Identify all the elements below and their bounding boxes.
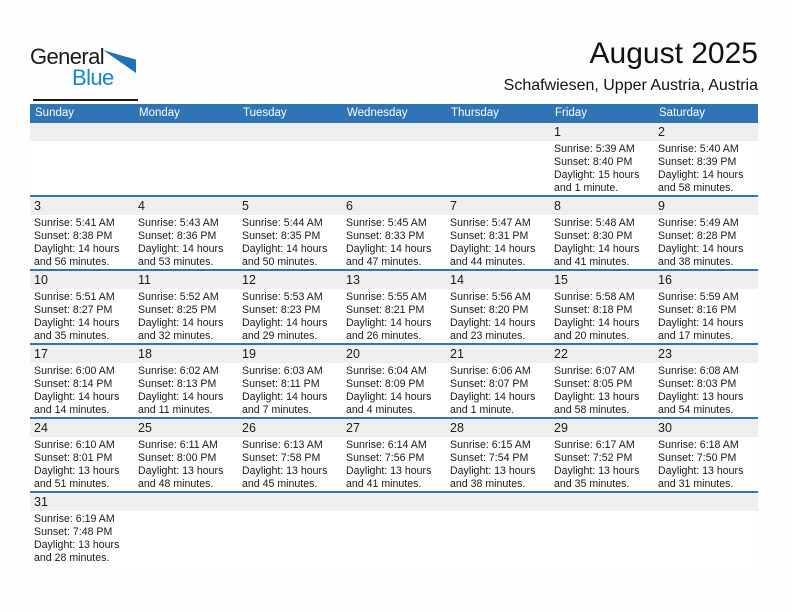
day-info-line: Daylight: 13 hours — [554, 391, 640, 403]
day-info-line: and 45 minutes. — [242, 478, 318, 490]
day-info-line: and 11 minutes. — [138, 404, 213, 416]
weekday-header-sunday: Sunday — [35, 107, 75, 119]
day-info-line: Sunrise: 6:08 AM — [658, 365, 739, 377]
day-info-line: Daylight: 14 hours — [138, 243, 224, 255]
day-info-line: Sunset: 8:39 PM — [658, 156, 737, 168]
day-info — [658, 143, 758, 195]
day-info-line: Daylight: 14 hours — [554, 317, 640, 329]
day-cell-30 — [654, 419, 758, 491]
day-info-line: Sunrise: 5:45 AM — [346, 217, 427, 229]
day-info-line: Sunrise: 5:53 AM — [242, 291, 323, 303]
day-number: 19 — [242, 347, 256, 361]
day-info — [450, 217, 550, 269]
day-info-line: and 23 minutes. — [450, 330, 526, 342]
day-info — [34, 217, 134, 269]
day-info-line: and 41 minutes. — [346, 478, 422, 490]
day-cell-29 — [550, 419, 654, 491]
day-info-line: Sunset: 8:14 PM — [34, 378, 113, 390]
day-info-line: Sunrise: 6:13 AM — [242, 439, 323, 451]
day-info-line: and 32 minutes. — [138, 330, 214, 342]
day-cell-18 — [134, 345, 238, 417]
day-info — [554, 291, 654, 343]
day-number: 7 — [450, 199, 457, 213]
day-number: 4 — [138, 199, 145, 213]
day-number: 10 — [34, 273, 48, 287]
day-number: 24 — [34, 421, 48, 435]
day-cell-empty — [30, 123, 134, 195]
day-info-line: and 28 minutes. — [34, 552, 110, 564]
day-info-line: and 58 minutes. — [658, 182, 734, 194]
day-info-line: Sunset: 7:56 PM — [346, 452, 425, 464]
day-info-line: Sunrise: 5:43 AM — [138, 217, 219, 229]
day-cell-15 — [550, 271, 654, 343]
day-cell-16 — [654, 271, 758, 343]
day-info-line: Daylight: 13 hours — [450, 465, 536, 477]
day-info-line: Sunrise: 5:40 AM — [658, 143, 739, 155]
day-info — [346, 365, 446, 417]
day-cell-17 — [30, 345, 134, 417]
day-cell-7 — [446, 197, 550, 269]
day-number: 8 — [554, 199, 561, 213]
week-row — [30, 345, 758, 419]
day-info-line: Sunset: 8:00 PM — [138, 452, 217, 464]
day-info-line: Sunrise: 6:06 AM — [450, 365, 531, 377]
day-info-line: Sunset: 8:31 PM — [450, 230, 529, 242]
day-info — [242, 439, 342, 491]
day-info-line: Daylight: 13 hours — [138, 465, 224, 477]
day-cell-5 — [238, 197, 342, 269]
week-row — [30, 123, 758, 197]
day-info-line: Daylight: 13 hours — [34, 539, 120, 551]
day-cell-12 — [238, 271, 342, 343]
day-info — [34, 365, 134, 417]
weekday-header-friday: Friday — [555, 107, 587, 119]
day-info-line: and 38 minutes. — [658, 256, 734, 268]
day-info-line: Sunset: 8:13 PM — [138, 378, 217, 390]
day-info-line: and 48 minutes. — [138, 478, 214, 490]
weekday-header-wednesday: Wednesday — [347, 107, 408, 119]
day-info — [138, 365, 238, 417]
day-number: 28 — [450, 421, 464, 435]
day-info-line: Daylight: 14 hours — [34, 391, 120, 403]
day-cell-20 — [342, 345, 446, 417]
day-info-line: Sunset: 8:35 PM — [242, 230, 321, 242]
day-cell-26 — [238, 419, 342, 491]
weekday-header-row — [30, 104, 758, 123]
day-info — [450, 439, 550, 491]
day-info-line: and 58 minutes. — [554, 404, 630, 416]
day-info-line: Sunset: 8:01 PM — [34, 452, 113, 464]
day-info-line: Daylight: 14 hours — [138, 391, 224, 403]
day-info-line: Daylight: 14 hours — [450, 243, 536, 255]
weekday-header-saturday: Saturday — [659, 107, 706, 119]
day-info-line: and 17 minutes. — [658, 330, 734, 342]
day-info-line: Daylight: 14 hours — [450, 391, 536, 403]
day-cell-27 — [342, 419, 446, 491]
day-cell-empty — [446, 123, 550, 195]
day-info-line: and 38 minutes. — [450, 478, 526, 490]
day-info-line: and 41 minutes. — [554, 256, 630, 268]
day-info-line: Daylight: 14 hours — [346, 391, 432, 403]
day-cell-empty — [134, 123, 238, 195]
day-info-line: and 35 minutes. — [554, 478, 630, 490]
day-info-line: Sunset: 8:07 PM — [450, 378, 529, 390]
day-cell-22 — [550, 345, 654, 417]
day-info-line: Sunset: 8:05 PM — [554, 378, 633, 390]
day-cell-empty — [654, 493, 758, 573]
day-info-line: Daylight: 13 hours — [658, 391, 744, 403]
day-info-line: Sunrise: 6:04 AM — [346, 365, 427, 377]
day-info — [34, 439, 134, 491]
day-info-line: and 20 minutes. — [554, 330, 630, 342]
day-number: 30 — [658, 421, 672, 435]
day-cell-empty — [550, 493, 654, 573]
week-row — [30, 493, 758, 573]
day-info-line: Daylight: 15 hours — [554, 169, 640, 181]
day-number: 6 — [346, 199, 353, 213]
day-info — [554, 439, 654, 491]
day-info-line: Sunset: 8:18 PM — [554, 304, 633, 316]
day-info-line: Sunrise: 5:44 AM — [242, 217, 323, 229]
day-info-line: Sunset: 7:48 PM — [34, 526, 113, 538]
day-info-line: Daylight: 14 hours — [658, 169, 744, 181]
day-info — [554, 217, 654, 269]
week-row — [30, 271, 758, 345]
day-info-line: Sunset: 8:16 PM — [658, 304, 737, 316]
day-info-line: Daylight: 13 hours — [346, 465, 432, 477]
day-info-line: Sunrise: 6:15 AM — [450, 439, 531, 451]
day-info-line: Daylight: 14 hours — [554, 243, 640, 255]
day-info-line: Sunset: 8:03 PM — [658, 378, 737, 390]
day-info-line: and 29 minutes. — [242, 330, 318, 342]
day-info — [450, 365, 550, 417]
day-info-line: Daylight: 13 hours — [554, 465, 640, 477]
week-row — [30, 197, 758, 271]
day-cell-25 — [134, 419, 238, 491]
day-info-line: Sunrise: 5:47 AM — [450, 217, 531, 229]
day-info-line: Sunset: 8:20 PM — [450, 304, 529, 316]
day-info-line: Sunset: 8:23 PM — [242, 304, 321, 316]
day-info-line: Sunrise: 6:14 AM — [346, 439, 427, 451]
day-info-line: Sunset: 8:09 PM — [346, 378, 425, 390]
day-info — [658, 439, 758, 491]
day-info-line: Sunrise: 5:41 AM — [34, 217, 115, 229]
day-info-line: and 50 minutes. — [242, 256, 318, 268]
day-info-line: and 4 minutes. — [346, 404, 416, 416]
day-cell-empty — [342, 493, 446, 573]
day-info-line: Sunset: 8:28 PM — [658, 230, 737, 242]
day-info-line: Sunset: 7:54 PM — [450, 452, 529, 464]
logo-text-blue: Blue — [72, 65, 114, 90]
day-info-line: Daylight: 14 hours — [346, 243, 432, 255]
day-info-line: Daylight: 14 hours — [450, 317, 536, 329]
day-info-line: Sunset: 8:38 PM — [34, 230, 113, 242]
page-subtitle: Schafwiesen, Upper Austria, Austria — [503, 77, 758, 94]
day-cell-8 — [550, 197, 654, 269]
day-info-line: Daylight: 13 hours — [658, 465, 744, 477]
day-info — [658, 365, 758, 417]
day-info — [242, 365, 342, 417]
weekday-header-tuesday: Tuesday — [243, 107, 287, 119]
day-info-line: and 56 minutes. — [34, 256, 110, 268]
day-info-line: Daylight: 14 hours — [242, 317, 328, 329]
day-info — [138, 291, 238, 343]
day-cell-31 — [30, 493, 134, 573]
day-number: 15 — [554, 273, 568, 287]
day-info — [346, 217, 446, 269]
day-number: 1 — [554, 125, 561, 139]
day-info-line: Sunset: 8:30 PM — [554, 230, 633, 242]
day-info-line: Sunrise: 6:11 AM — [138, 439, 218, 451]
day-number: 13 — [346, 273, 360, 287]
day-number: 11 — [138, 273, 151, 287]
day-info-line: Daylight: 14 hours — [658, 243, 744, 255]
day-info — [450, 291, 550, 343]
day-number: 21 — [450, 347, 464, 361]
day-cell-13 — [342, 271, 446, 343]
day-info — [346, 291, 446, 343]
day-cell-19 — [238, 345, 342, 417]
day-cell-2 — [654, 123, 758, 195]
day-info-line: Daylight: 14 hours — [34, 317, 120, 329]
day-info-line: Daylight: 14 hours — [242, 391, 328, 403]
general-blue-logo — [30, 44, 140, 104]
day-number: 29 — [554, 421, 568, 435]
calendar-table — [30, 104, 758, 573]
day-cell-empty — [134, 493, 238, 573]
day-info — [34, 291, 134, 343]
day-info-line: Sunrise: 5:48 AM — [554, 217, 635, 229]
day-info-line: Sunrise: 5:58 AM — [554, 291, 635, 303]
logo-underline — [33, 99, 138, 101]
day-info-line: Sunset: 8:11 PM — [242, 378, 320, 390]
day-info-line: Sunrise: 6:02 AM — [138, 365, 219, 377]
day-info-line: Daylight: 14 hours — [138, 317, 224, 329]
day-cell-3 — [30, 197, 134, 269]
day-info-line: and 54 minutes. — [658, 404, 734, 416]
day-cell-28 — [446, 419, 550, 491]
day-info-line: Sunrise: 5:52 AM — [138, 291, 219, 303]
day-info — [346, 439, 446, 491]
day-info-line: Sunrise: 5:51 AM — [34, 291, 115, 303]
day-info-line: and 31 minutes. — [658, 478, 734, 490]
day-number: 17 — [34, 347, 48, 361]
day-info-line: Sunrise: 5:49 AM — [658, 217, 739, 229]
day-info-line: Sunset: 8:21 PM — [346, 304, 425, 316]
day-info-line: and 47 minutes. — [346, 256, 422, 268]
day-info-line: Sunrise: 6:03 AM — [242, 365, 323, 377]
day-info — [554, 143, 654, 195]
page-title: August 2025 — [589, 37, 758, 70]
day-cell-23 — [654, 345, 758, 417]
day-number: 14 — [450, 273, 464, 287]
day-number: 31 — [34, 495, 48, 509]
day-cell-9 — [654, 197, 758, 269]
day-info-line: and 7 minutes. — [242, 404, 312, 416]
day-info — [554, 365, 654, 417]
day-info-line: Sunset: 8:40 PM — [554, 156, 633, 168]
day-cell-empty — [446, 493, 550, 573]
day-number: 18 — [138, 347, 152, 361]
day-info-line: and 35 minutes. — [34, 330, 110, 342]
day-info-line: Sunset: 8:33 PM — [346, 230, 425, 242]
day-cell-10 — [30, 271, 134, 343]
day-info-line: Sunrise: 5:55 AM — [346, 291, 427, 303]
day-number: 12 — [242, 273, 256, 287]
day-info-line: Sunrise: 6:00 AM — [34, 365, 115, 377]
day-info-line: Sunrise: 6:10 AM — [34, 439, 115, 451]
day-info-line: Sunrise: 6:17 AM — [554, 439, 635, 451]
weekday-header-monday: Monday — [139, 107, 180, 119]
day-info-line: Daylight: 14 hours — [34, 243, 120, 255]
day-info — [658, 217, 758, 269]
day-cell-4 — [134, 197, 238, 269]
day-number: 20 — [346, 347, 360, 361]
day-info — [34, 513, 134, 565]
day-info-line: Sunrise: 5:59 AM — [658, 291, 739, 303]
day-number: 25 — [138, 421, 152, 435]
day-info — [242, 291, 342, 343]
day-cell-6 — [342, 197, 446, 269]
day-cell-empty — [342, 123, 446, 195]
day-info-line: Daylight: 14 hours — [242, 243, 328, 255]
day-number: 5 — [242, 199, 249, 213]
day-cell-14 — [446, 271, 550, 343]
day-info-line: Sunrise: 5:56 AM — [450, 291, 531, 303]
day-info — [138, 217, 238, 269]
day-info-line: Daylight: 14 hours — [658, 317, 744, 329]
day-info-line: Sunset: 7:52 PM — [554, 452, 633, 464]
day-info-line: and 14 minutes. — [34, 404, 110, 416]
day-number: 22 — [554, 347, 568, 361]
day-info-line: and 51 minutes. — [34, 478, 110, 490]
day-info-line: Sunset: 7:58 PM — [242, 452, 321, 464]
day-info — [658, 291, 758, 343]
day-info — [242, 217, 342, 269]
day-info-line: Sunset: 8:25 PM — [138, 304, 217, 316]
day-number: 9 — [658, 199, 665, 213]
logo-text-general: General — [30, 44, 105, 69]
day-number: 3 — [34, 199, 41, 213]
day-info-line: Daylight: 14 hours — [346, 317, 432, 329]
day-info-line: and 1 minute. — [554, 182, 619, 194]
day-info-line: Daylight: 13 hours — [34, 465, 120, 477]
day-cell-11 — [134, 271, 238, 343]
day-info-line: Sunset: 8:27 PM — [34, 304, 113, 316]
weekday-header-thursday: Thursday — [451, 107, 499, 119]
day-info-line: Sunrise: 5:39 AM — [554, 143, 635, 155]
day-info-line: Sunrise: 6:18 AM — [658, 439, 739, 451]
day-number: 16 — [658, 273, 672, 287]
day-cell-empty — [238, 123, 342, 195]
week-row — [30, 419, 758, 493]
day-info — [138, 439, 238, 491]
day-info-line: Sunset: 8:36 PM — [138, 230, 217, 242]
day-number: 26 — [242, 421, 256, 435]
day-info-line: Sunrise: 6:07 AM — [554, 365, 635, 377]
day-info-line: and 53 minutes. — [138, 256, 214, 268]
calendar-weeks — [30, 123, 758, 573]
day-info-line: and 1 minute. — [450, 404, 515, 416]
day-info-line: and 26 minutes. — [346, 330, 422, 342]
day-info-line: Daylight: 13 hours — [242, 465, 328, 477]
day-cell-1 — [550, 123, 654, 195]
day-info-line: Sunset: 7:50 PM — [658, 452, 737, 464]
day-number: 27 — [346, 421, 360, 435]
day-cell-21 — [446, 345, 550, 417]
day-number: 23 — [658, 347, 672, 361]
day-info-line: and 44 minutes. — [450, 256, 526, 268]
day-cell-24 — [30, 419, 134, 491]
day-info-line: Sunrise: 6:19 AM — [34, 513, 115, 525]
day-number: 2 — [658, 125, 665, 139]
day-cell-empty — [238, 493, 342, 573]
